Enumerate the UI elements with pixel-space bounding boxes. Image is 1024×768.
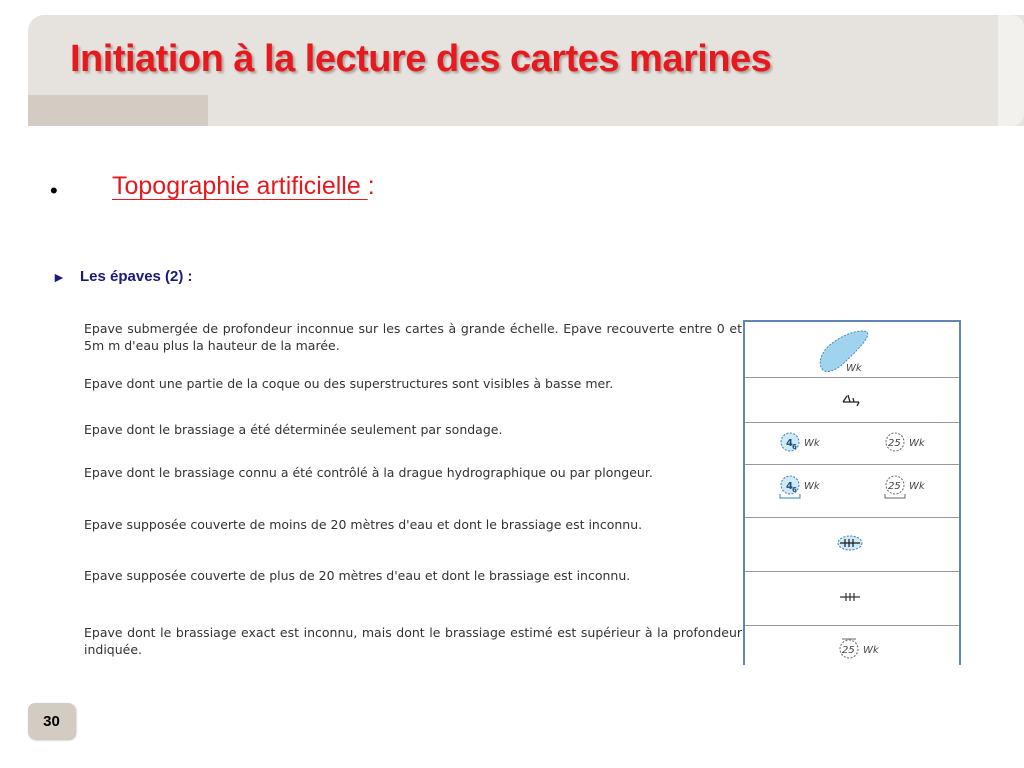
swept-wreck-deep-icon <box>883 474 943 500</box>
svg-text:Wk: Wk <box>804 438 820 449</box>
chart-symbol-legend <box>743 320 961 665</box>
wreck-area-symbol <box>815 326 905 374</box>
slide-title: Initiation à la lecture des cartes marines <box>70 38 772 80</box>
svg-text:Wk: Wk <box>909 438 925 449</box>
svg-text:4: 4 <box>786 438 793 449</box>
dangerous-wreck-icon <box>835 532 865 554</box>
subtitle-colon: : <box>367 172 375 200</box>
wreck-description-7: Epave dont le brassiage exact est inconnu, mais dont le brassiage estimé est supérieur à la profondeur indiquée. <box>84 625 742 657</box>
section-heading: Les épaves (2) : <box>80 268 193 285</box>
svg-text:Wk: Wk <box>863 645 879 656</box>
slide-number: 30 <box>28 703 75 739</box>
header-edge <box>998 15 1024 126</box>
svg-text:6: 6 <box>792 486 797 494</box>
svg-text:Wk: Wk <box>909 481 925 492</box>
svg-text:6: 6 <box>792 443 797 451</box>
svg-text:25: 25 <box>888 438 901 449</box>
wreck-description-5: Epave supposée couverte de moins de 20 mètres d'eau et dont le brassiage est inconnu. <box>84 517 643 532</box>
wreck-least-depth-icon <box>837 635 897 661</box>
arrow-right-icon: ► <box>52 269 66 285</box>
non-dangerous-wreck-icon <box>837 587 863 607</box>
wreck-label: Wk <box>846 363 862 374</box>
sounded-wreck-deep-icon <box>883 431 943 455</box>
subtitle-line <box>112 172 375 201</box>
svg-text:4: 4 <box>786 481 793 492</box>
svg-text:25: 25 <box>888 481 901 492</box>
stranded-wreck-icon <box>837 389 867 409</box>
swept-wreck-shallow-icon <box>779 474 839 500</box>
header-accent-tab <box>28 95 208 126</box>
wreck-description-1: Epave submergée de profondeur inconnue sur les cartes à grande échelle. Epave recouverte entre 0 et 5m m d'eau plus la hauteur de la marée. <box>84 321 742 353</box>
symbol-row <box>745 517 959 572</box>
symbol-row <box>745 625 959 667</box>
wreck-description-4: Epave dont le brassiage connu a été contrôlé à la drague hydrographique ou par plongeur. <box>84 465 653 480</box>
symbol-row <box>745 464 959 518</box>
wreck-description-3: Epave dont le brassiage a été déterminée seulement par sondage. <box>84 422 503 437</box>
bullet-icon: • <box>50 178 58 203</box>
symbol-row <box>745 571 959 626</box>
wreck-description-6: Epave supposée couverte de plus de 20 mètres d'eau et dont le brassiage est inconnu. <box>84 568 631 583</box>
subtitle-link[interactable]: Topographie artificielle <box>112 172 368 200</box>
wreck-description-2: Epave dont une partie de la coque ou des superstructures sont visibles à basse mer. <box>84 376 614 391</box>
symbol-row <box>745 322 959 378</box>
symbol-row <box>745 422 959 465</box>
symbol-row <box>745 377 959 423</box>
svg-text:Wk: Wk <box>804 481 820 492</box>
sounded-wreck-shallow-icon <box>779 431 839 455</box>
svg-text:25: 25 <box>842 645 855 656</box>
